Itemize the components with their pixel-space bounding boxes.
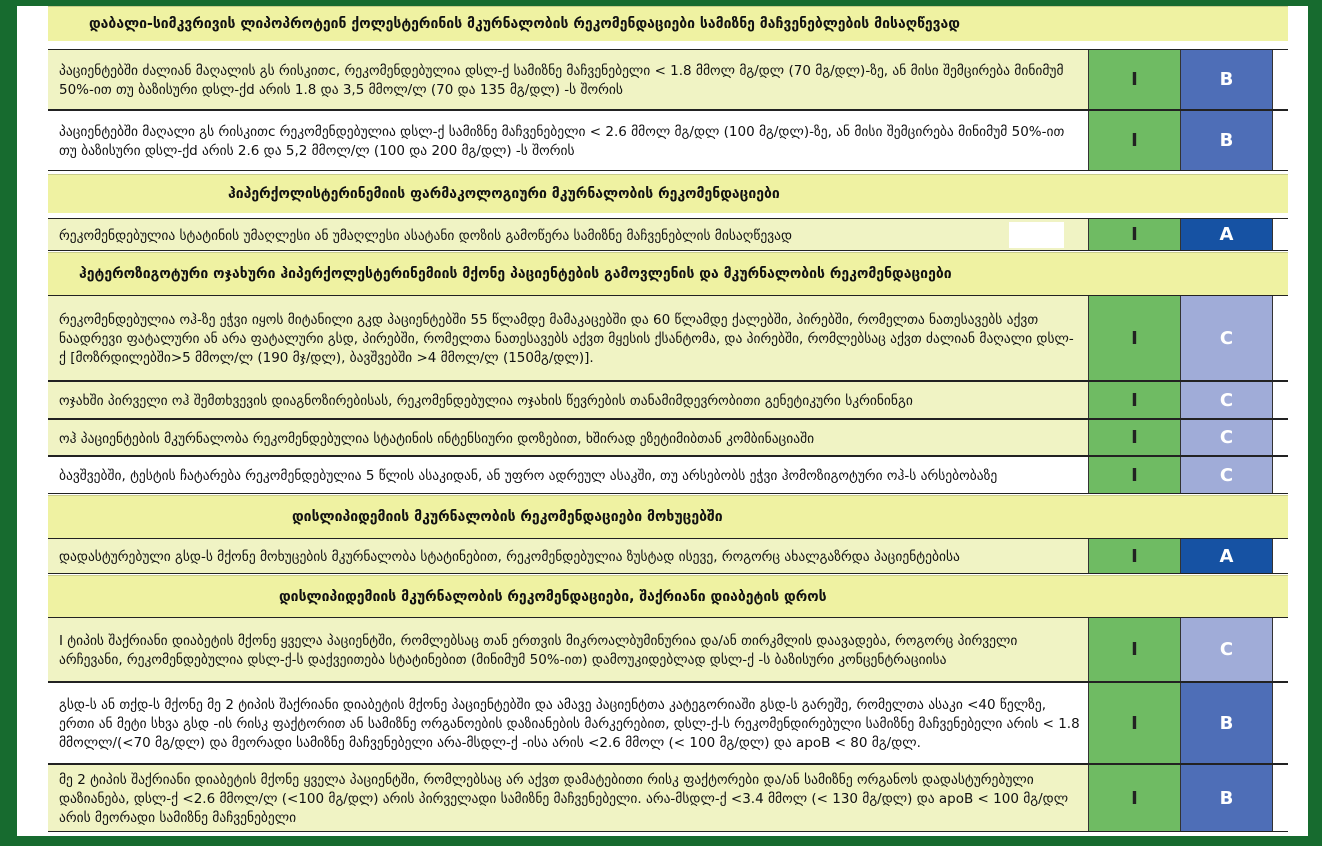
level-cell: C: [1181, 457, 1272, 493]
table-row: [48, 381, 1288, 419]
level-cell: C: [1181, 618, 1272, 681]
level-cell: B: [1181, 50, 1272, 109]
recommendation-text: ბავშვებში, ტესტის ჩატარება რეკომენდებულია 5 წლის ასაკიდან, ან უფრო ადრეულ ასაკში, თუ არსებობს ეჭვი ჰომოზიგოტური ოჰ-ს არსებობაზე: [48, 457, 1089, 493]
recommendation-text: I ტიპის შაქრიანი დიაბეტის მქონე ყველა პაციენტში, რომლებსაც თან ერთვის მიკროალბუმინურია და/ან თირკმლის დაავადება, როგორც პირველი არჩევანი, რეკომენდებულია დსლ-ქ-ს დაქვეითება სტატინებით (მინიმუმ 50%-ით) დამოუკიდებლად დსლ-ქ -ს ბაზისური კონცენტრაციისა: [48, 618, 1089, 681]
class-cell: I: [1089, 457, 1181, 493]
class-cell: I: [1089, 111, 1181, 170]
level-cell: B: [1181, 765, 1272, 831]
class-cell: I: [1089, 683, 1181, 763]
table-row: [48, 456, 1288, 494]
table-row: [48, 764, 1288, 832]
recommendation-text: პაციენტებში ძალიან მაღალის გს რისკითc, რეკომენდებულია დსლ-ქ სამიზნე მაჩვენებელი < 1.8 მმოლ მგ/დლ (70 მგ/დლ)-ზე, ან მისი შემცირება მინიმუმ 50%-ით თუ ბაზისური დსლ-ქd არის 1.8 და 3,5 მმოლ/ლ (70 და 135 მგ/დლ) -ს შორის: [48, 50, 1089, 109]
class-cell: I: [1089, 765, 1181, 831]
class-cell: I: [1089, 420, 1181, 455]
level-cell: A: [1181, 219, 1272, 250]
recommendations-table: [17, 6, 1308, 836]
recommendation-text: მე 2 ტიპის შაქრიანი დიაბეტის მქონე ყველა პაციენტში, რომლებსაც არ აქვთ დამატებითი რისკ ფაქტორები და/ან სამიზნე ორგანოს დადასტურებული დაზიანება, დსლ-ქ <2.6 მმოლ/ლ (<100 მგ/დლ) არის პირველადი სამიზნე მაჩვენებელი. არა-მსდლ-ქ <3.4 მმოლ (< 130 მგ/დლ) და apoB < 100 მგ/დლ არის მეორადი სამიზნე მაჩვენებელი: [48, 765, 1089, 831]
class-cell: I: [1089, 539, 1181, 573]
section-header: [48, 6, 1288, 41]
section-header-text: დაბალი-სიმკვრივის ლიპოპროტეინ ქოლესტერინის მკურნალობის რეკომენდაციები სამიზნე მაჩვენებლების მისაღწევად: [89, 16, 960, 32]
section-header: [48, 575, 1288, 617]
level-cell: B: [1181, 111, 1272, 170]
recommendation-text: ოჯახში პირველი ოჰ შემთხვევის დიაგნოზირებისას, რეკომენდებულია ოჯახის წევრების თანამიმდევრობითი გენეტიკური სკრინინგი: [48, 382, 1089, 418]
section-header-text: ჰეტეროზიგოტური ოჯახური ჰიპერქოლესტერინემიის მქონე პაციენტების გამოვლენის და მკურნალობის რეკომენდაციები: [79, 266, 952, 282]
recommendation-text: რეკომენდებულია სტატინის უმაღლესი ან უმაღლესი ასატანი დოზის გამოწერა სამიზნე მაჩვენებლის მისაღწევად: [48, 219, 1089, 250]
section-header: [48, 495, 1288, 538]
table-row: [48, 617, 1288, 682]
class-cell: I: [1089, 296, 1181, 380]
table-row: [48, 682, 1288, 764]
level-cell: B: [1181, 683, 1272, 763]
table-row: [48, 295, 1288, 381]
table-row: [48, 110, 1288, 171]
document-frame: [6, 6, 1311, 836]
section-header: [48, 252, 1288, 295]
blank-box: [1009, 222, 1064, 248]
class-cell: I: [1089, 219, 1181, 250]
class-cell: I: [1089, 382, 1181, 418]
class-cell: I: [1089, 50, 1181, 109]
recommendation-text: ოჰ პაციენტების მკურნალობა რეკომენდებულია სტატინის ინტენსიური დოზებით, ხშირად ეზეტიმიბთან კომბინაციაში: [48, 420, 1089, 455]
section-header-text: დისლიპიდემიის მკურნალობის რეკომენდაციები მოხუცებში: [292, 509, 723, 525]
level-cell: C: [1181, 382, 1272, 418]
class-cell: I: [1089, 618, 1181, 681]
level-cell: C: [1181, 420, 1272, 455]
level-cell: A: [1181, 539, 1272, 573]
table-row: [48, 49, 1288, 110]
recommendation-text: პაციენტებში მაღალი გს რისკითc რეკომენდებულია დსლ-ქ სამიზნე მაჩვენებელი < 2.6 მმოლ მგ/დლ (100 მგ/დლ)-ზე, ან მისი შემცირება მინიმუმ 50%-ით თუ ბაზისური დსლ-ქd არის 2.6 და 5,2 მმოლ/ლ (100 და 200 მგ/დლ) -ს შორის: [48, 111, 1089, 170]
section-header-text: ჰიპერქოლისტერინემიის ფარმაკოლოგიური მკურნალობის რეკომენდაციები: [228, 186, 780, 202]
section-header-text: დისლიპიდემიის მკურნალობის რეკომენდაციები, შაქრიანი დიაბეტის დროს: [279, 588, 827, 605]
level-cell: C: [1181, 296, 1272, 380]
recommendation-text: გსდ-ს ან თქდ-ს მქონე მე 2 ტიპის შაქრიანი დიაბეტის მქონე პაციენტებში და ამავე პაციენტთა კატეგორიაში გსდ-ს გარეშე, რომელთა ასაკი <40 წელზე, ერთი ან მეტი სხვა გსდ -ის რისკ ფაქტორით ან სამიზნე ორგანოების დაზიანების მარკერებით, დსლ-ქ-ს რეკომენდირებული სამიზნე მაჩვენებელი არის < 1.8 მმოლლ/(<70 მგ/დლ) და მეორადი სამიზნე მაჩვენებელი არა-მსდლ-ქ -ისა არის <2.6 მმოლ (< 100 მგ/დლ) და apoB < 80 მგ/დლ.: [48, 683, 1089, 763]
recommendation-text: რეკომენდებულია ოჰ-ზე ეჭვი იყოს მიტანილი გკდ პაციენტებში 55 წლამდე მამაკაცებში და 60 წლამდე ქალებში, პირებში, რომელთა ნათესავებს აქვთ ნაადრევი ფატალური ან არა ფატალური გსდ, პირებში, რომელთა ნათესავებს აქვთ მყესის ქსანტომა, და პირებში, რომლებსაც აქვთ ძალიან მაღალი დსლ-ქ [მოზრდილებში>5 მმოლ/ლ (190 მჯ/დლ), ბავშვებში >4 მმოლ/ლ (150მგ/დლ)].: [48, 296, 1089, 380]
recommendation-text: დადასტურებული გსდ-ს მქონე მოხუცების მკურნალობა სტატინებით, რეკომენდებულია ზუსტად ისევე, როგორც ახალგაზრდა პაციენტებისა: [48, 539, 1089, 573]
table-row: [48, 218, 1288, 251]
section-header: [48, 174, 1288, 213]
table-row: [48, 419, 1288, 456]
table-row: [48, 538, 1288, 574]
